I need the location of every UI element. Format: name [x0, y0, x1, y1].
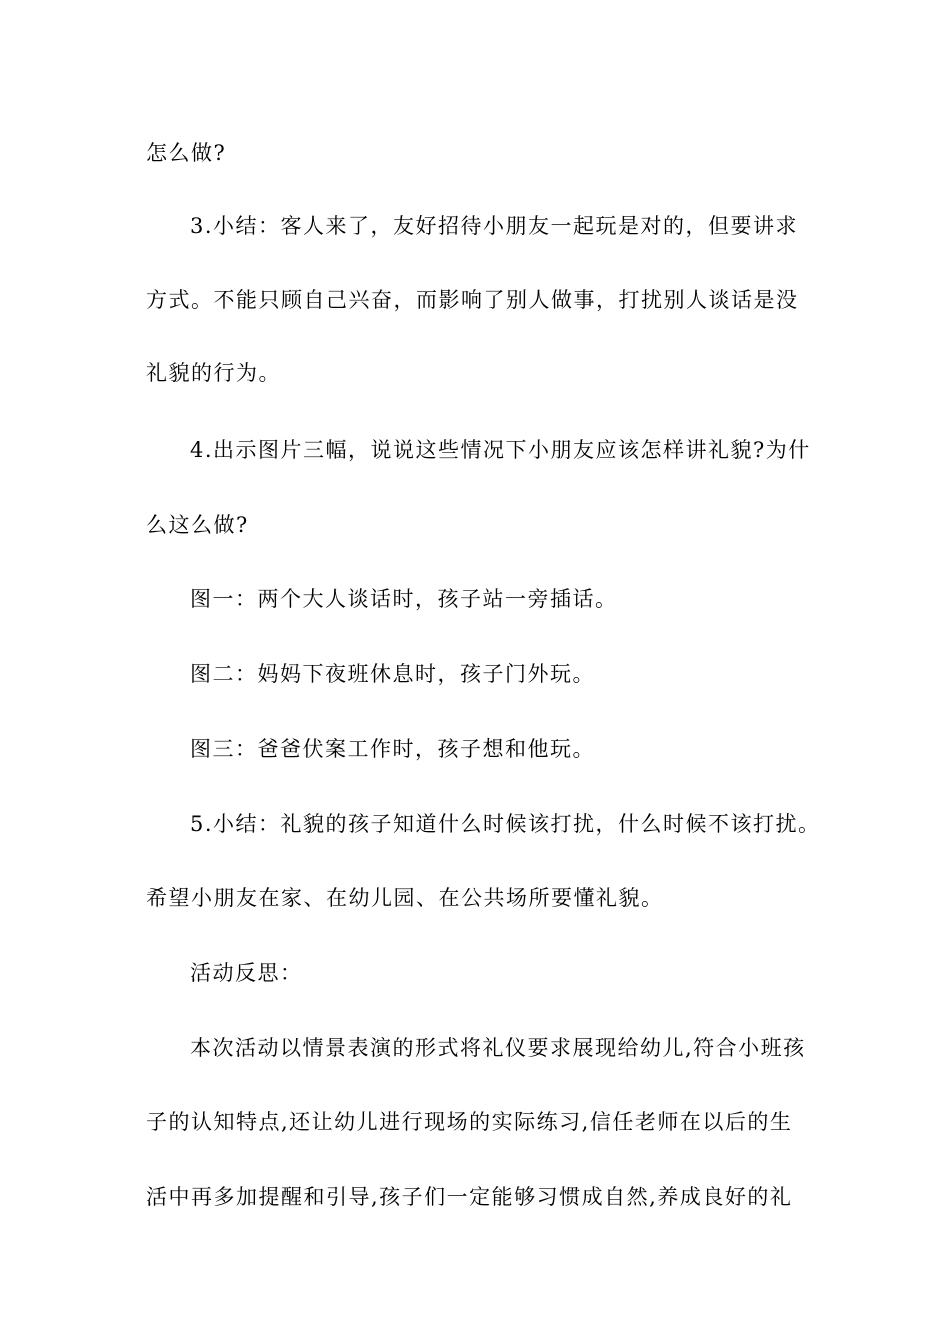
text-line: 活中再多加提醒和引导,孩子们一定能够习惯成自然,养成良好的礼	[146, 1185, 793, 1209]
text-line: 么这么做?	[146, 513, 249, 537]
section-heading: 活动反思：	[190, 961, 303, 985]
text-line: 3.小结：客人来了，友好招待小朋友一起玩是对的，但要讲求	[190, 214, 799, 238]
text-line: 礼貌的行为。	[146, 361, 281, 385]
text-line: 希望小朋友在家、在幼儿园、在公共场所要懂礼貌。	[146, 886, 664, 910]
text-line: 方式。不能只顾自己兴奋，而影响了别人做事，打扰别人谈话是没	[146, 288, 799, 312]
text-line: 子的认知特点,还让幼儿进行现场的实际练习,信任老师在以后的生	[146, 1110, 793, 1134]
text-line: 图一：两个大人谈话时，孩子站一旁插话。	[190, 587, 618, 611]
text-line: 怎么做?	[146, 141, 227, 165]
text-line: 图二：妈妈下夜班休息时，孩子门外玩。	[190, 662, 595, 686]
text-line: 4.出示图片三幅，说说这些情况下小朋友应该怎样讲礼貌?为什	[190, 438, 811, 462]
text-line: 本次活动以情景表演的形式将礼仪要求展现给幼儿,符合小班孩	[190, 1036, 806, 1060]
text-line: 5.小结：礼貌的孩子知道什么时候该打扰，什么时候不该打扰。	[190, 812, 821, 836]
text-line: 图三：爸爸伏案工作时，孩子想和他玩。	[190, 737, 595, 761]
